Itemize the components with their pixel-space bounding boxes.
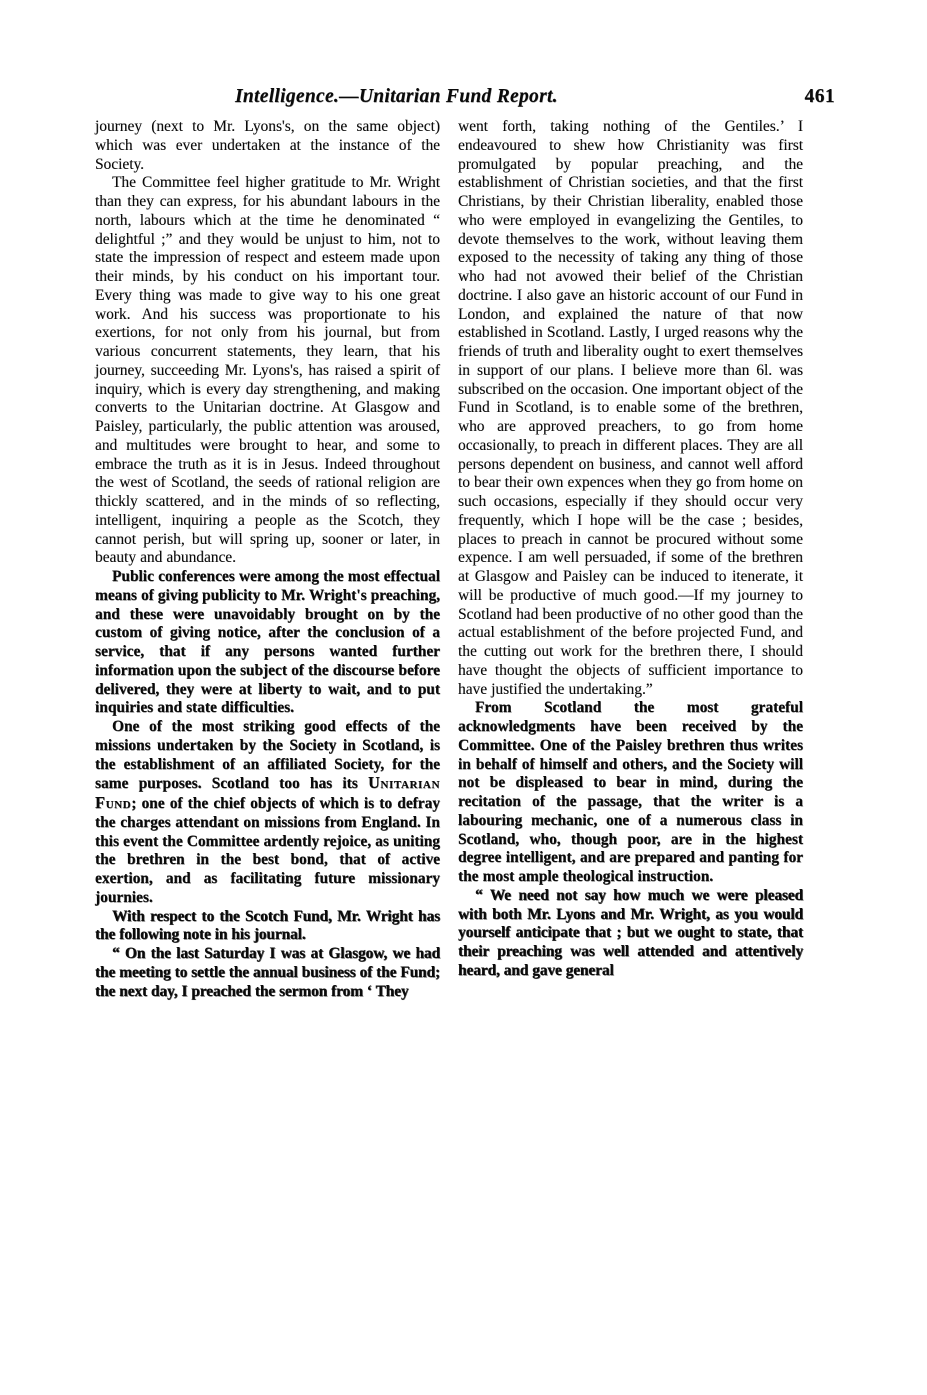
paragraph-text-tail: ; one of the chief objects of which is to defray the charges attendant on missions from England. In this event the Committee ardently rejoice, as uniting the brethren in the best bond, that of active exertion, and as facilitating future missionary journies.	[95, 795, 440, 906]
paragraph: Public conferences were among the most effectual means of giving publicity to Mr. Wright's preaching, and these were unavoidably brought on by the custom of giving notice, after the conclusion of a service, that if any persons wanted further information upon the subject of the discourse before delivered, they were at liberty to wait, and to put inquiries and state difficulties.	[95, 568, 441, 717]
paragraph: The Committee feel higher gratitude to Mr. Wright than they can express, for his abundant labours in the north, labours which at the time he denominated “ delightful ;” and they would be unjust to him, not to state the impression of respect and esteem made upon their minds, by his conduct on his important tour. Every thing was made to give way to his one great work. And his success was proportionate to his exertions, for not only from his journal, but from various concurrent statements, they learn, that his journey, succeeding Mr. Lyons's, has raised a spirit of inquiry, which is every day strengthening, and making converts to the Unitarian doctrine. At Glasgow and Paisley, particularly, the public attention was aroused, and multitudes were brought to hear, and some to embrace the truth as it is in Jesus. Indeed throughout the west of Scotland, the seeds of rational religion are thickly scattered, and in the minds of so reflecting, intelligent, inquiring a people as the Scotch, they cannot perish, but will spring up, sooner or later, in beauty and abundance.	[95, 174, 440, 567]
paragraph: From Scotland the most grateful acknowledgments have been received by the Committee. One of the Paisley brethren thus writes in behalf of himself and others, and the Society will not be displeased to bear in mind, during the recitation of the passage, that the writer is a labouring mechanic, one of a numerous class in Scotland, who, though poor, are in the highest degree intelligent, and are prepared and panting for the most ample theological instruction.	[458, 699, 803, 885]
page-number: 461	[804, 86, 835, 107]
paragraph: With respect to the Scotch Fund, Mr. Wright has the following note in his journal.	[95, 907, 440, 944]
paragraph: “ We need not say how much we were pleased with both Mr. Lyons and Mr. Wright, as you would yourself anticipate that ; but we ought to state, that their preaching was well attended and attentively heard, and gave general	[458, 886, 803, 979]
running-head-title: Intelligence.—Unitarian Fund Report.	[235, 86, 558, 107]
body-columns	[95, 118, 840, 1001]
paragraph: journey (next to Mr. Lyons's, on the same object) which was ever undertaken at the instance of the Society.	[95, 118, 440, 173]
left-column	[95, 118, 440, 1001]
paragraph-text-lead: One of the most striking good effects of the missions undertaken by the Society in Scotland, is the establishment of an affiliated Society, for the same purposes. Scotland too has its	[95, 718, 440, 793]
paragraph: went forth, taking nothing of the Gentiles.’ I endeavoured to shew how Christianity was first promulgated by popular preaching, and the establishment of Christian societies, and that the first Christians, by their Christian liberality, enabled those who were employed in evangelizing the Gentiles, to devote themselves to the work, without leaving them exposed to the necessity of taking any thing of those who had not avowed their belief of the Christian doctrine. I also gave an historic account of our Fund in London, and explained the nature of that now established in Scotland. Lastly, I urged reasons why the friends of truth and liberality ought to exert themselves in support of our plans. I believe more than 6l. was subscribed on the occasion. One important object of the Fund in Scotland, is to enable some of the brethren, who are approved preachers, to go from home occasionally, to preach in different places. They are all persons dependent on business, and cannot well afford to bear their own expences when they go from home on such occasions, especially if they should occur very frequently, which I hope will be the case ; besides, places to preach in cannot be procured without some expence. I am well persuaded, if some of the brethren at Glasgow and Paisley can be induced to itenerate, it will be productive of much good.—If my journey to Scotland had been productive of no other good than the actual establishment of the before projected Fund, and the cutting out work for the brethren there, I should have thought the objects of sufficient importance to have justified the undertaking.”	[458, 118, 803, 698]
fund-name-smallcaps: Unitarian Fund	[95, 773, 440, 812]
right-column	[458, 118, 803, 1001]
paragraph: “ On the last Saturday I was at Glasgow, we had the meeting to settle the annual business of the Fund; the next day, I preached the sermon from ‘ They	[95, 945, 440, 1000]
running-head	[95, 86, 835, 116]
paragraph-with-smallcaps	[95, 718, 440, 908]
